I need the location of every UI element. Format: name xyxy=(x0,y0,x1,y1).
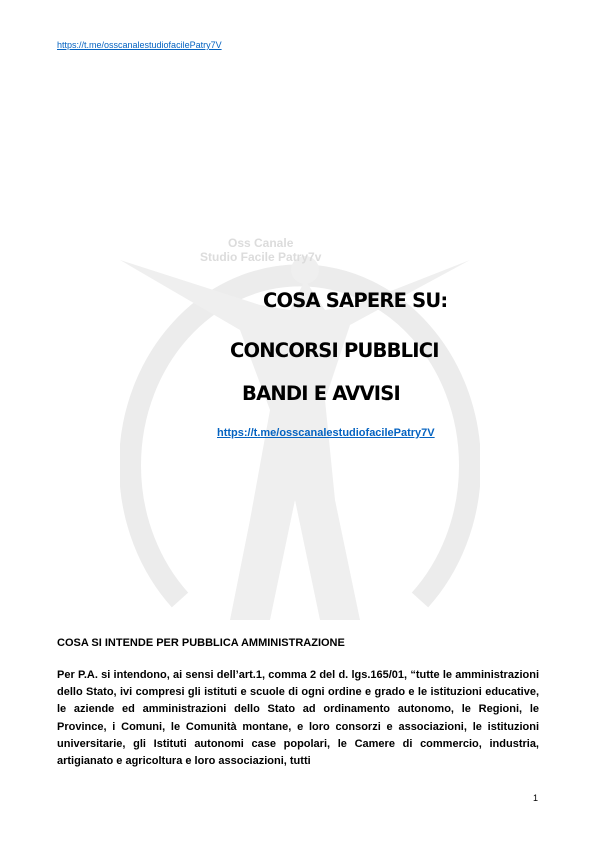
body-paragraph: Per P.A. si intendono, ai sensi dell’art.1, comma 2 del d. lgs.165/01, “tutte le amministrazioni dello Stato, ivi compresi gli istituti e scuole di ogni ordine e grado e le istituzioni educative, le aziende ed amministrazioni dello Stato ad ordinamento autonomo, le Regioni, le Province, i Comuni, le Comunità montane, e loro consorzi e associazioni, le istituzioni universitarie, gli Istituti autonomi case popolari, le Camere di commercio, industria, artigianato e agricoltura e loro associazioni, tutti xyxy=(57,669,539,768)
watermark-line-1: Oss Canale xyxy=(228,236,294,250)
cover-telegram-link[interactable]: https://t.me/osscanalestudiofacilePatry7V xyxy=(217,427,435,439)
watermark-logo xyxy=(120,200,480,630)
watermark-text xyxy=(200,236,321,264)
page-number: 1 xyxy=(533,793,539,803)
watermark-line-2: Studio Facile Patry7v xyxy=(200,250,322,264)
header-telegram-link[interactable]: https://t.me/osscanalestudiofacilePatry7V xyxy=(57,40,222,50)
cover-title-line-3: BANDI E AVVISI xyxy=(242,382,400,405)
cover-title-line-2: CONCORSI PUBBLICI xyxy=(230,339,439,362)
cover-title-line-1: COSA SAPERE SU: xyxy=(263,289,448,312)
section-heading: COSA SI INTENDE PER PUBBLICA AMMINISTRAZIONE xyxy=(57,637,345,649)
